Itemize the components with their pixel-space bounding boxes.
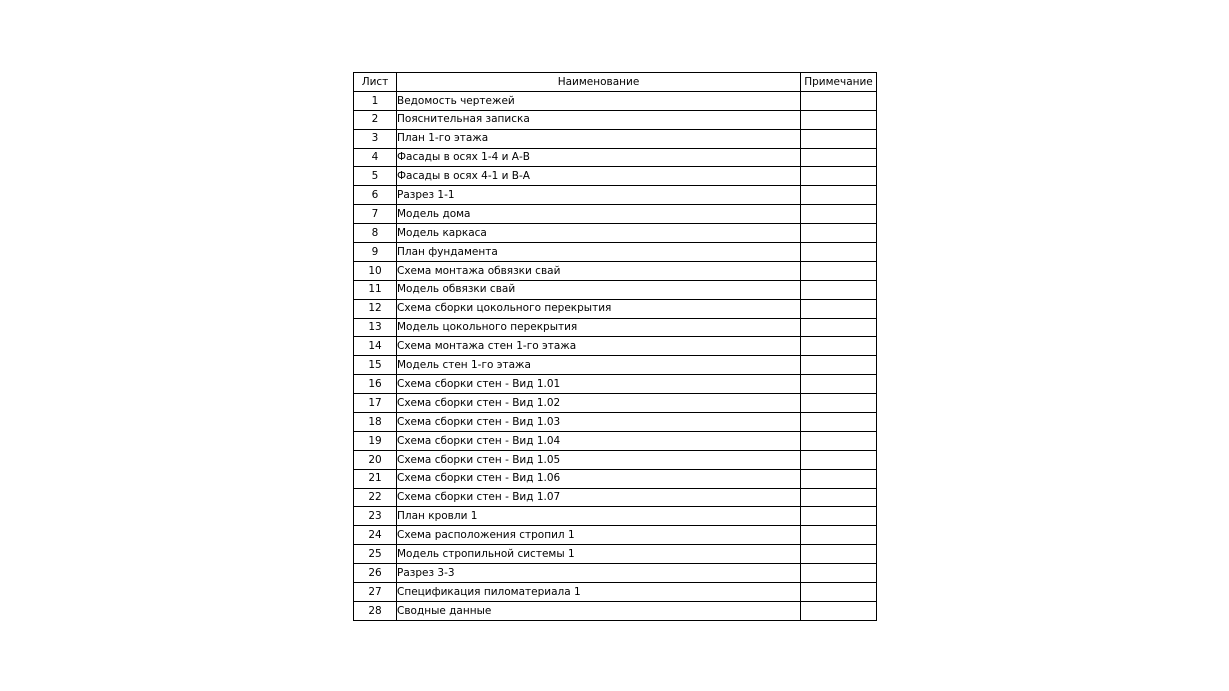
sheet-name-cell: План фундамента	[397, 243, 801, 262]
table-row	[354, 394, 877, 413]
table-row	[354, 148, 877, 167]
note-cell	[801, 224, 877, 243]
table-row	[354, 356, 877, 375]
note-cell	[801, 337, 877, 356]
table-row	[354, 469, 877, 488]
sheet-name-cell: Схема монтажа обвязки свай	[397, 261, 801, 280]
sheet-number-cell: 24	[354, 526, 397, 545]
sheet-number-cell: 20	[354, 450, 397, 469]
sheet-name-cell: Модель дома	[397, 205, 801, 224]
sheet-name-cell: Модель обвязки свай	[397, 280, 801, 299]
sheet-number-cell: 6	[354, 186, 397, 205]
sheet-name-cell: Модель цокольного перекрытия	[397, 318, 801, 337]
note-cell	[801, 431, 877, 450]
note-cell	[801, 450, 877, 469]
table-row	[354, 526, 877, 545]
sheet-name-cell: Схема сборки стен - Вид 1.03	[397, 413, 801, 432]
sheet-number-cell: 2	[354, 110, 397, 129]
sheet-number-cell: 7	[354, 205, 397, 224]
table-row	[354, 224, 877, 243]
note-cell	[801, 413, 877, 432]
sheet-number-cell: 4	[354, 148, 397, 167]
note-cell	[801, 318, 877, 337]
note-cell	[801, 186, 877, 205]
sheet-number-cell: 9	[354, 243, 397, 262]
sheet-number-cell: 26	[354, 564, 397, 583]
sheet-number-cell: 21	[354, 469, 397, 488]
note-cell	[801, 205, 877, 224]
table-row	[354, 450, 877, 469]
drawings-list-table	[353, 72, 877, 621]
note-cell	[801, 469, 877, 488]
sheet-number-cell: 16	[354, 375, 397, 394]
table-row	[354, 280, 877, 299]
table-row	[354, 318, 877, 337]
table-row	[354, 337, 877, 356]
note-cell	[801, 110, 877, 129]
sheet-number-cell: 14	[354, 337, 397, 356]
table-row	[354, 488, 877, 507]
sheet-number-cell: 23	[354, 507, 397, 526]
sheet-name-cell: Схема сборки стен - Вид 1.07	[397, 488, 801, 507]
sheet-name-cell: Ведомость чертежей	[397, 91, 801, 110]
sheet-number-cell: 10	[354, 261, 397, 280]
table-row	[354, 299, 877, 318]
sheet-name-cell: Спецификация пиломатериала 1	[397, 583, 801, 602]
table-row	[354, 564, 877, 583]
sheet-name-cell: Схема сборки стен - Вид 1.05	[397, 450, 801, 469]
sheet-name-cell: Схема сборки стен - Вид 1.04	[397, 431, 801, 450]
sheet-number-cell: 18	[354, 413, 397, 432]
sheet-number-cell: 22	[354, 488, 397, 507]
table-header-row	[354, 73, 877, 92]
note-cell	[801, 261, 877, 280]
note-cell	[801, 375, 877, 394]
note-cell	[801, 356, 877, 375]
note-cell	[801, 129, 877, 148]
sheet-name-cell: Схема сборки стен - Вид 1.02	[397, 394, 801, 413]
table-row	[354, 110, 877, 129]
sheet-name-cell: Схема сборки цокольного перекрытия	[397, 299, 801, 318]
note-cell	[801, 167, 877, 186]
table-row	[354, 167, 877, 186]
table-row	[354, 583, 877, 602]
sheet-number-cell: 27	[354, 583, 397, 602]
table-row	[354, 243, 877, 262]
sheet-number-cell: 5	[354, 167, 397, 186]
note-cell	[801, 394, 877, 413]
table-row	[354, 545, 877, 564]
table-row	[354, 507, 877, 526]
sheet-name-cell: Схема сборки стен - Вид 1.06	[397, 469, 801, 488]
note-cell	[801, 488, 877, 507]
sheet-name-cell: Сводные данные	[397, 601, 801, 620]
sheet-name-cell: Разрез 1-1	[397, 186, 801, 205]
sheet-number-cell: 17	[354, 394, 397, 413]
note-cell	[801, 243, 877, 262]
note-cell	[801, 601, 877, 620]
note-cell	[801, 280, 877, 299]
header-name: Наименование	[397, 73, 801, 92]
sheet-number-cell: 15	[354, 356, 397, 375]
sheet-number-cell: 12	[354, 299, 397, 318]
table-row	[354, 186, 877, 205]
note-cell	[801, 564, 877, 583]
sheet-number-cell: 11	[354, 280, 397, 299]
sheet-name-cell: Схема расположения стропил 1	[397, 526, 801, 545]
sheet-name-cell: План кровли 1	[397, 507, 801, 526]
sheet-number-cell: 25	[354, 545, 397, 564]
note-cell	[801, 148, 877, 167]
sheet-name-cell: Фасады в осях 1-4 и А-В	[397, 148, 801, 167]
table-row	[354, 601, 877, 620]
sheet-number-cell: 28	[354, 601, 397, 620]
note-cell	[801, 507, 877, 526]
note-cell	[801, 91, 877, 110]
sheet-name-cell: План 1-го этажа	[397, 129, 801, 148]
sheet-name-cell: Модель каркаса	[397, 224, 801, 243]
sheet-number-cell: 8	[354, 224, 397, 243]
sheet-number-cell: 3	[354, 129, 397, 148]
sheet-name-cell: Пояснительная записка	[397, 110, 801, 129]
table-body	[354, 91, 877, 620]
header-sheet: Лист	[354, 73, 397, 92]
sheet-name-cell: Схема монтажа стен 1-го этажа	[397, 337, 801, 356]
sheet-name-cell: Схема сборки стен - Вид 1.01	[397, 375, 801, 394]
table-row	[354, 205, 877, 224]
table-row	[354, 413, 877, 432]
sheet-name-cell: Фасады в осях 4-1 и В-А	[397, 167, 801, 186]
note-cell	[801, 545, 877, 564]
sheet-name-cell: Модель стропильной системы 1	[397, 545, 801, 564]
sheet-number-cell: 19	[354, 431, 397, 450]
note-cell	[801, 299, 877, 318]
table-row	[354, 129, 877, 148]
table-row	[354, 375, 877, 394]
note-cell	[801, 526, 877, 545]
sheet-number-cell: 13	[354, 318, 397, 337]
sheet-name-cell: Разрез 3-3	[397, 564, 801, 583]
table-row	[354, 431, 877, 450]
table-row	[354, 91, 877, 110]
sheet-number-cell: 1	[354, 91, 397, 110]
note-cell	[801, 583, 877, 602]
sheet-name-cell: Модель стен 1-го этажа	[397, 356, 801, 375]
header-note: Примечание	[801, 73, 877, 92]
table-row	[354, 261, 877, 280]
